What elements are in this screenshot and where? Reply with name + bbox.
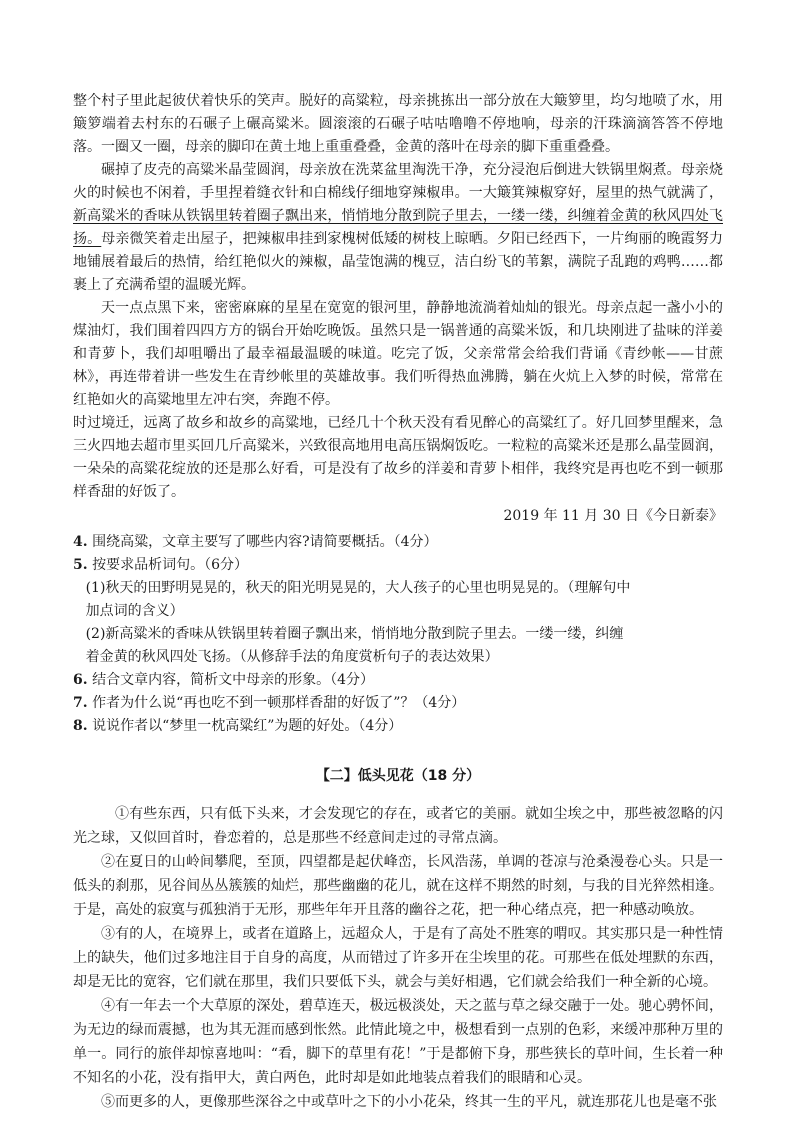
essay-paragraph-4: ④有一年去一个大草原的深处，碧草连天，极远极淡处，天之蓝与草之绿交融于一处。驰心骋怀间，为无边的绿而震撼，也为其无涯而感到怅然。此情此境之中，极想看到一点别的色彩，来缓冲那种万里的单一。同行的旅伴却惊喜地叫：“看，脚下的草里有花！”于是都俯下身，那些狭长的草叶间，生长着一种不知名的小花，没有指甲大，黄白两色，此时却是如此地装点着我们的眼睛和心灵。	[73, 998, 723, 1086]
story-paragraph-4: 时过境迁，远离了故乡和故乡的高粱地，已经几十个秋天没有看见醉心的高粱红了。好几回梦里醒来，急三火四地去超市里买回几斤高粱米，兴致很高地用电高压锅焖饭吃。一粒粒的高粱米还是那么晶莹圆润，一朵朵的高粱花绽放的还是那么好看，可是没有了故乡的洋姜和青萝卜相伴，我终究是再也吃不到一顿那样香甜的好饭了。	[73, 415, 723, 500]
question-5-part-1: (1)秋天的田野明晃晃的，秋天的阳光明晃晃的，大人孩子的心里也明晃晃的。（理解句中	[85, 580, 631, 596]
question-5	[73, 554, 723, 577]
underlined-sentence: 新高粱米的香味从铁锅里转着圈子飘出来，悄悄地分散到院子里去，一缕一缕，纠缠着金黄的秋风四处飞扬。	[73, 208, 723, 247]
question-4-text: 围绕高粱，文章主要写了哪些内容?请简要概括。（4分）	[87, 534, 438, 550]
question-6	[73, 669, 723, 692]
question-6-number: 6.	[73, 672, 88, 688]
question-6-text: 结合文章内容，简析文中母亲的形象。（4分）	[87, 672, 374, 688]
story-paragraph-3: 天一点点黑下来，密密麻麻的星星在宽宽的银河里，静静地流淌着灿灿的银光。母亲点起一盏小小的煤油灯，我们围着四四方方的锅台开始吃晚饭。虽然只是一锅普通的高粱米饭，和几块刚进了盐味的洋姜和青萝卜，我们却咀嚼出了最幸福最温暖的味道。吃完了饭，父亲常常会给我们背诵《青纱帐——甘蔗林》，再连带着讲一些发生在青纱帐里的英雄故事。我们听得热血沸腾，躺在火炕上入梦的时候，常常在红艳如火的高粱地里左冲右突，奔跑不停。	[73, 300, 723, 408]
question-7-number: 7.	[73, 695, 88, 711]
question-8-number: 8.	[73, 718, 88, 734]
question-4	[73, 531, 723, 554]
question-8	[73, 715, 723, 738]
section-2-title: 【二】低头见花（18 分）	[315, 768, 481, 784]
essay-paragraph-2: ②在夏日的山岭间攀爬，至顶，四望都是起伏峰峦，长风浩荡，单调的苍凉与沧桑漫卷心头。只是一低头的刹那，见谷间丛丛簇簇的灿烂，那些幽幽的花儿，就在这样不期然的时刻，与我的目光猝然相逢。于是，高处的寂寞与孤独消于无形，那些年年开且落的幽谷之花，把一种心绪点亮，把一种感动唤放。	[73, 854, 723, 918]
essay-paragraph-5: ⑤而更多的人，更像那些深谷之中或草叶之下的小小花朵，终其一生的平凡，就连那花儿也是毫不张	[101, 1094, 717, 1110]
source-citation: 2019 年 11 月 30 日《今日新泰》	[503, 508, 723, 524]
question-5-part-1-cont: 加点词的含义）	[85, 603, 184, 619]
story-paragraph-2-end: 母亲微笑着走出屋子，把辣椒串挂到家槐树低矮的树枝上晾晒。夕阳已经西下，一片绚丽的晚霞努力地铺展着最后的热情，给红艳似火的辣椒，晶莹饱满的槐豆，洁白纷飞的苇絮，满院子乱跑的鸡鸭……都裹上了充满希望的温暖光辉。	[73, 231, 724, 293]
essay-paragraph-3: ③有的人，在境界上，或者在道路上，远超众人，于是有了高处不胜寒的喟叹。其实那只是一种性情上的缺失，他们过多地注目于自身的高度，从而错过了许多开在尘埃里的花。可那些在低处埋默的东西，却是无比的宽容，它们就在那里，我们只要低下头，就会与美好相遇，它们就会给我们一种全新的心境。	[73, 926, 723, 990]
question-5-part-2: (2)新高粱米的香味从铁锅里转着圈子飘出来，悄悄地分散到院子里去。一缕一缕，纠缠	[85, 626, 624, 642]
story-paragraph-2-start: 碾掉了皮壳的高粱米晶莹圆润，母亲放在洗菜盆里淘洗干净，充分浸泡后倒进大铁锅里焖煮。母亲烧火的时候也不闲着，手里捏着缝衣针和白棉线仔细地穿辣椒串。一大簸箕辣椒穿好，屋里的热气就满了，	[73, 162, 723, 201]
exam-page	[73, 90, 723, 1114]
essay-paragraph-1: ①有些东西，只有低下头来，才会发现它的存在，或者它的美丽。就如尘埃之中，那些被忽略的闪光之球，又似回首时，眷恋着的，总是那些不经意间走过的寻常点滴。	[73, 806, 723, 846]
question-8-text: 说说作者以“梦里一枕高粱红”为题的好处。（4分）	[87, 718, 403, 734]
question-5-text: 按要求品析词句。（6分）	[87, 557, 248, 573]
question-5-part-2-cont: 着金黄的秋风四处飞扬。（从修辞手法的角度赏析句子的表达效果）	[85, 649, 499, 665]
question-7	[73, 692, 723, 715]
story-paragraph-2	[73, 159, 723, 297]
story-paragraph-1: 整个村子里此起彼伏着快乐的笑声。脱好的高粱粒，母亲挑拣出一部分放在大簸箩里，均匀地喷了水，用簸箩端着去村东的石碾子上碾高粱米。圆滚滚的石碾子咕咕噜噜不停地响，母亲的汗珠滴滴答答不停地落。一圈又一圈，母亲的脚印在黄土地上重重叠叠，金黄的落叶在母亲的脚下重重叠叠。	[73, 93, 723, 155]
question-5-number: 5.	[73, 557, 88, 573]
question-4-number: 4.	[73, 534, 88, 550]
question-7-text: 作者为什么说“再也吃不到一顿那样香甜的好饭了”？（4分）	[87, 695, 466, 711]
